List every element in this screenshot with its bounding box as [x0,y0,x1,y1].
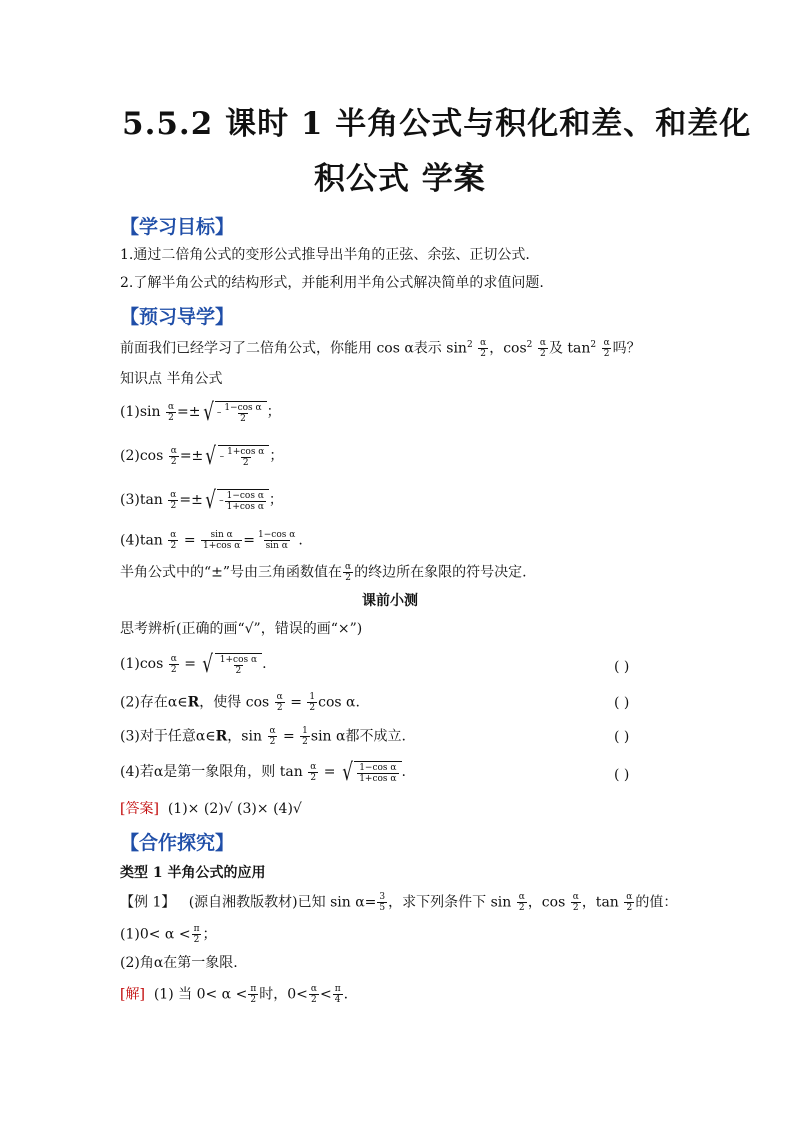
example-1: 【例 1】 (源自湘教版教材)已知 sin α= $\frac{3}{5}$ ，求下列条件下 sin $\frac{\alpha}{2}$ ，cos $\frac{\alpha}{2}$ ，tan $\frac{\alpha}{2}$ 的值： [120,892,678,913]
section-goals: 【学习目标】 [120,216,235,238]
goal-1: 1.通过二倍角公式的变形公式推导出半角的正弦、余弦、正切公式. [120,247,530,263]
solution-line: [解] (1) 当 0< α < $\frac{\pi}{2}$ 时，0< $\frac{\alpha}{2}$ < $\frac{\pi}{4}$ . [120,984,349,1005]
judge-blank-1[interactable]: ( ) [614,659,630,675]
section-preview: 【预习导学】 [120,306,235,328]
judge-blank-2[interactable]: ( ) [614,695,630,711]
formula-3: (3)tan $\frac{\alpha}{2}$ =± √ – $\frac{\text{1−cos α}}{\text{1+cos α}}$ ； [120,486,283,514]
judge-blank-4[interactable]: ( ) [614,767,630,783]
answer-line: [答案] (1)× (2)√ (3)× (4)√ [120,801,302,817]
pretest-title: 课前小测 [362,593,418,609]
goal-2: 2.了解半角公式的结构形式，并能利用半角公式解决简单的求值问题. [120,275,544,291]
doc-title-line1: 5.5.2 课时 1 半角公式与积化和差、和差化 [122,106,752,142]
sign-note: 半角公式中的“±”号由三角函数值在 $\frac{\alpha}{2}$ 的终边所在象限的符号决定. [120,562,527,583]
formula-4: (4)tan $\frac{\alpha}{2}$ = $\frac{\text{sin α}}{\text{1+cos α}}$ = $\frac{\text{1−cos α}}{\text{sin α}}$ . [120,530,303,551]
judge-item-3: (3)对于任意α∈R，sin $\frac{\alpha}{2}$ = $\frac{1}{2}$ sin α都不成立. [120,726,406,747]
intro-line: 前面我们已经学习了二倍角公式，你能用 cos α表示 $\sin^2$ $\frac{\alpha}{2}$ ，$\cos^2$ $\frac{\alpha}{2}$ 及 $\tan^2$ $\frac{\alpha}{2}$ 吗？ [120,338,641,360]
formula-1: (1)sin $\frac{\alpha}{2}$ =± √ – $\frac{\text{1−cos α}}{2}$ ； [120,398,281,426]
judge-item-2: (2)存在α∈R，使得 cos $\frac{\alpha}{2}$ = $\frac{1}{2}$ cos α. [120,692,360,713]
example-cond-2: (2)角α在第一象限. [120,955,238,971]
solution-tag: [解] [120,986,145,1003]
judge-item-4: (4)若α是第一象限角，则 tan $\frac{\alpha}{2}$ = √ $\frac{\text{1−cos α}}{\text{1+cos α}}$ . [120,758,406,786]
judge-item-1: (1)cos $\frac{\alpha}{2}$ = √ $\frac{\text{1+cos α}}{2}$ . [120,650,267,678]
judge-blank-3[interactable]: ( ) [614,729,630,745]
section-coop: 【合作探究】 [120,832,235,854]
example-cond-1: (1)0< α < $\frac{\pi}{2}$ ； [120,924,217,945]
judge-intro: 思考辨析(正确的画“√”，错误的画“×”) [120,621,363,637]
type-1-heading: 类型 1 半角公式的应用 [120,865,266,881]
doc-title-line2: 积公式 学案 [314,161,486,197]
answer-tag: [答案] [120,801,159,817]
knowledge-point: 知识点 半角公式 [120,371,223,387]
formula-2: (2)cos $\frac{\alpha}{2}$ =± √ – $\frac{\text{1+cos α}}{2}$ ； [120,442,284,470]
